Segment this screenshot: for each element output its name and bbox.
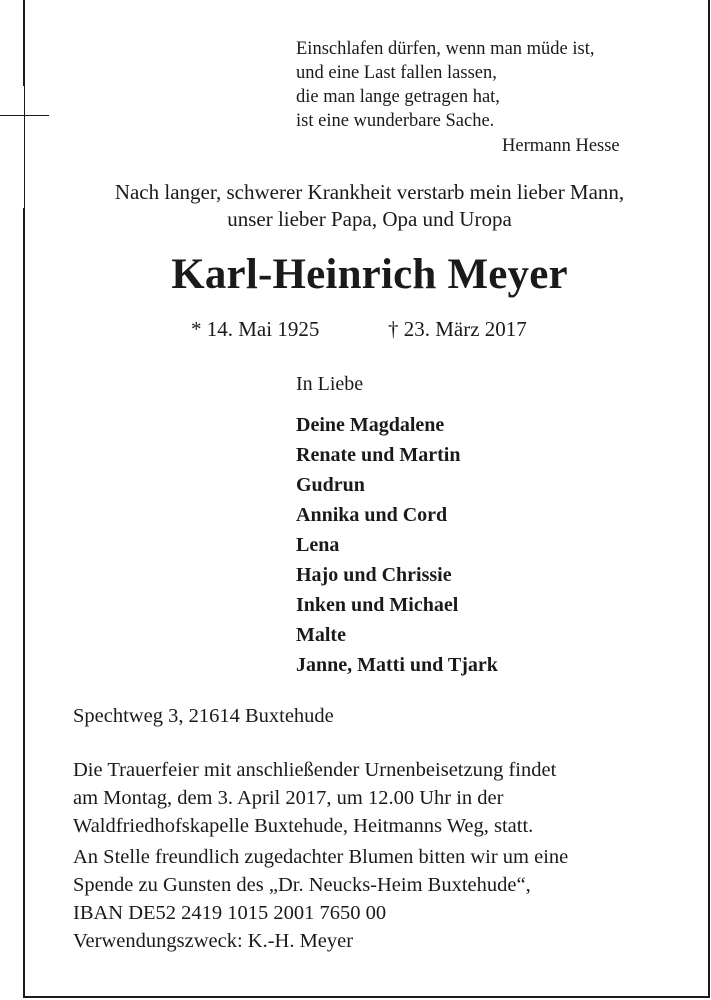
donation-line: An Stelle freundlich zugedachter Blumen bitten wir um eine bbox=[73, 846, 569, 868]
deceased-name: Karl-Heinrich Meyer bbox=[171, 251, 568, 298]
mourner-name: Malte bbox=[296, 624, 346, 646]
mourner-name: Gudrun bbox=[296, 474, 365, 496]
poem-author: Hermann Hesse bbox=[502, 136, 620, 156]
poem-line: und eine Last fallen lassen, bbox=[296, 63, 497, 83]
mourners-list bbox=[296, 410, 498, 680]
birth-date: * 14. Mai 1925 bbox=[191, 317, 320, 341]
service-line: am Montag, dem 3. April 2017, um 12.00 Uhr in der bbox=[73, 787, 504, 809]
address: Spechtweg 3, 21614 Buxtehude bbox=[73, 705, 334, 727]
intro-line: Nach langer, schwerer Krankheit verstarb mein lieber Mann, bbox=[114, 180, 625, 204]
donation-line: Spende zu Gunsten des „Dr. Neucks-Heim Buxtehude“, bbox=[73, 874, 531, 896]
donation-line: Verwendungszweck: K.-H. Meyer bbox=[73, 930, 354, 952]
donation-info bbox=[73, 843, 568, 955]
mourner-name: Janne, Matti und Tjark bbox=[296, 654, 498, 676]
mourner-name: Renate und Martin bbox=[296, 444, 461, 466]
poem-line: die man lange getragen hat, bbox=[296, 87, 500, 107]
service-info bbox=[73, 756, 556, 840]
poem-line: Einschlafen dürfen, wenn man müde ist, bbox=[296, 39, 595, 59]
mourner-name: Lena bbox=[296, 534, 340, 556]
donation-line: IBAN DE52 2419 1015 2001 7650 00 bbox=[73, 902, 387, 924]
poem-line: ist eine wunderbare Sache. bbox=[296, 111, 495, 131]
mourner-name: Deine Magdalene bbox=[296, 414, 445, 436]
mourner-name: Hajo und Chrissie bbox=[296, 564, 452, 586]
intro-line: unser lieber Papa, Opa und Uropa bbox=[227, 207, 512, 231]
cross-icon bbox=[24, 86, 25, 208]
cross-icon-bar bbox=[0, 115, 49, 116]
intro-text bbox=[26, 179, 711, 233]
service-line: Die Trauerfeier mit anschließender Urnenbeisetzung findet bbox=[73, 759, 557, 781]
mourners-intro: In Liebe bbox=[296, 373, 364, 395]
poem bbox=[296, 37, 594, 133]
death-date: † 23. März 2017 bbox=[388, 317, 527, 341]
mourner-name: Inken und Michael bbox=[296, 594, 459, 616]
mourner-name: Annika und Cord bbox=[296, 504, 448, 526]
service-line: Waldfriedhofskapelle Buxtehude, Heitmanns Weg, statt. bbox=[73, 815, 534, 837]
